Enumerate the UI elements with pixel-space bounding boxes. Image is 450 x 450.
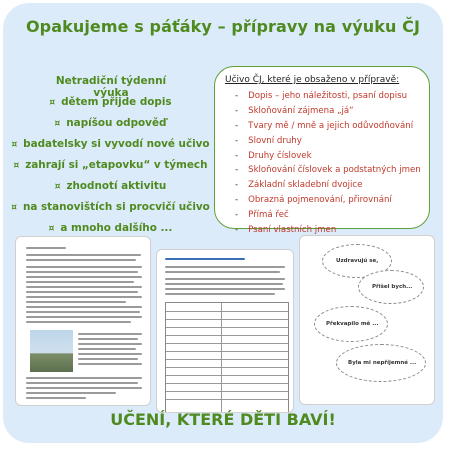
list-item: - Přímá řeč (235, 210, 289, 221)
curriculum-card (214, 66, 430, 236)
list-item: - Slovní druhy (235, 135, 302, 146)
activity-list (13, 96, 208, 243)
landscape-photo (30, 330, 73, 372)
list-item: - Dopis – jeho náležitosti, psaní dopisu (235, 91, 408, 101)
bullet-icon: ¤ (54, 119, 61, 129)
list-item: ¤ zahrají si „etapovku“ v týmech (13, 159, 208, 171)
footer-slogan: UČENÍ, KTERÉ DĚTI BAVÍ! (110, 410, 336, 429)
list-item: - Tvary mě / mně a jejich odůvodňování (235, 120, 414, 131)
bullet-icon: ¤ (11, 203, 17, 213)
list-item: ¤ a mnoho dalšího ... (48, 222, 173, 234)
left-heading: Netradiční týdenní výuka (55, 75, 167, 99)
list-item: ¤ dětem přijde dopis (49, 96, 172, 108)
worksheet-table (165, 302, 289, 413)
cloud-label: Přišel bych... (372, 284, 413, 290)
cloud-label: Byla mi nepříjemné ... (348, 360, 417, 366)
bullet-icon: ¤ (48, 224, 55, 234)
list-item: - Psaní vlastních jmen (235, 225, 337, 236)
bullet-icon: ¤ (54, 182, 61, 192)
list-item: - Skloňování číslovek a podstatných jmen (235, 165, 421, 176)
list-item: ¤ badatelsky si vyvodí nové učivo (11, 138, 210, 150)
list-item: - Základní skladební dvojice (235, 180, 363, 191)
worksheet-thumbnail (156, 249, 294, 413)
list-item: - Druhy číslovek (235, 150, 312, 161)
list-item: - Skloňování zájmena „já“ (235, 105, 354, 116)
letter-thumbnail (15, 236, 151, 406)
cloud-label: Překvapilo mě ... (326, 321, 379, 327)
list-item: ¤ napíšou odpověď (54, 117, 167, 129)
card-heading: Učivo ČJ, které je obsaženo v přípravě: (225, 75, 400, 85)
page-title: Opakujeme s páťáky – přípravy na výuku ČJ (25, 17, 421, 36)
bullet-icon: ¤ (49, 98, 56, 108)
bullet-icon: ¤ (11, 140, 18, 150)
curriculum-list (235, 91, 421, 240)
poster-panel (3, 3, 443, 443)
list-item: ¤ na stanovištích si procvičí učivo (11, 201, 210, 213)
bullet-icon: ¤ (13, 161, 20, 171)
list-item: ¤ zhodnotí aktivitu (54, 180, 167, 192)
list-item: - Obrazná pojmenování, přirovnání (235, 195, 392, 206)
cloud-label: Uzdravujú se, (336, 258, 379, 264)
clouds-thumbnail (299, 235, 435, 405)
